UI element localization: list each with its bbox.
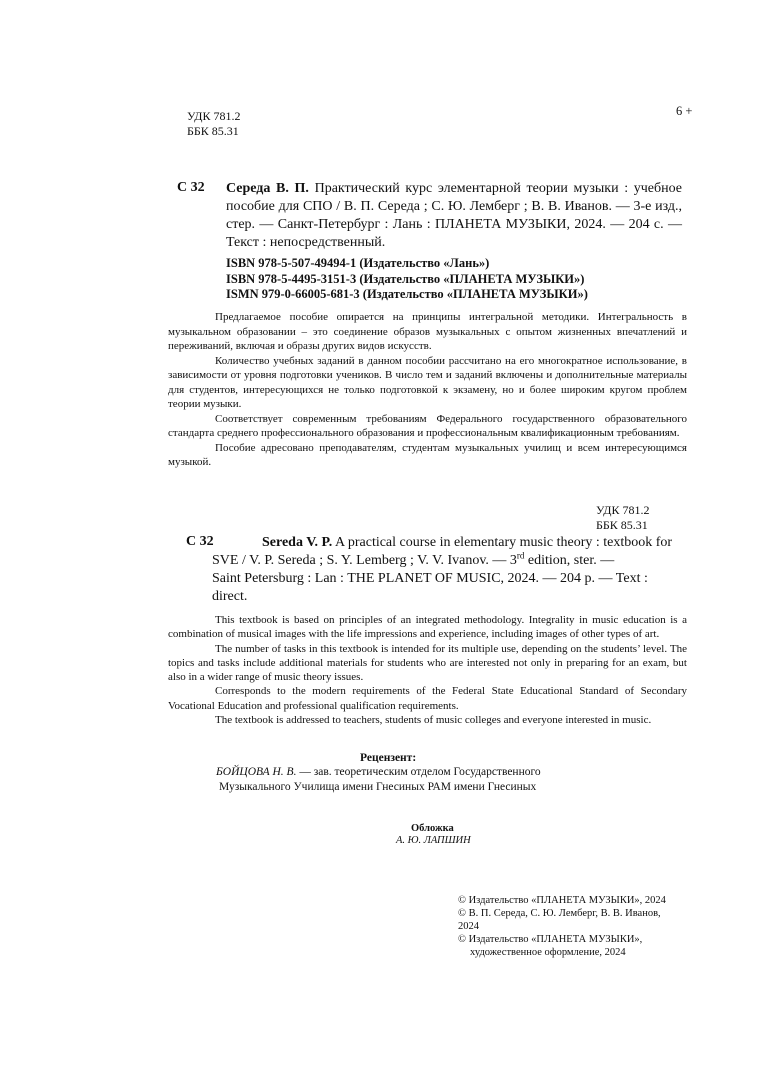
bbk-code: ББК 85.31 [187, 124, 239, 138]
ru-abstract-paragraph: Количество учебных заданий в данном пособии рассчитано на его многократное использование, в зависимости от уровня подготовки учеников. В число тем и заданий включены и дополнительные материалы для студентов, интересующихся не только подготовкой к экзамену, но и более широким кругом проблем теории музыки. [168, 354, 687, 410]
en-description-e: direct. [212, 589, 248, 604]
reviewer-name: БОЙЦОВА Н. В. [216, 766, 297, 778]
ru-author: Середа В. П. [226, 181, 309, 196]
en-description-continued [212, 552, 682, 606]
reviewer-block [216, 765, 576, 795]
ru-abstract-paragraph: Соответствует современным требованиям Федерального государственного образовательного стандарта среднего профессионального образования и профессиональным квалификационным требованиям. [168, 412, 687, 439]
en-abstract-paragraph: This textbook is based on principles of an integrated methodology. Integrality in music education is a combination of musical images with the life impressions and experience, including images of other types of art. [168, 614, 687, 641]
isbn-line: ISBN 978-5-4495-3151-3 (Издательство «ПЛАНЕТА МУЗЫКИ») [226, 271, 585, 286]
udk-block-top [187, 109, 240, 139]
en-abstract [168, 613, 687, 727]
copyright-line: © В. П. Середа, С. Ю. Лемберг, В. В. Иванов, [458, 908, 661, 919]
copyright-block [458, 894, 688, 959]
isbn-list [226, 256, 588, 303]
en-abstract-paragraph: Corresponds to the modern requirements of the Federal State Educational Standard of Secondary Vocational Education and professional qualification requirements. [168, 685, 687, 712]
cover-designer: А. Ю. ЛАПШИН [396, 835, 471, 846]
copyright-line: художественное оформление, 2024 [470, 947, 626, 958]
en-author-mark: С 32 [186, 534, 214, 549]
reviewer-position: — зав. теоретическим отделом Государственного [296, 766, 541, 778]
reviewer-heading: Рецензент: [360, 752, 417, 764]
en-bibliographic-record [212, 534, 682, 606]
udk-code-en: УДК 781.2 [596, 503, 650, 517]
isbn-line: ISBN 978-5-507-49494-1 (Издательство «Лань») [226, 256, 490, 270]
en-author: Sereda V. P. [262, 535, 333, 550]
en-abstract-paragraph: The textbook is addressed to teachers, students of music colleges and everyone interested in music. [215, 714, 652, 727]
copyright-line: © Издательство «ПЛАНЕТА МУЗЫКИ», [458, 934, 643, 945]
reviewer-institution: Музыкального Училища имени Гнесиных РАМ имени Гнесиных [219, 781, 537, 793]
udk-block-en [596, 503, 649, 532]
ru-abstract [168, 310, 687, 470]
copyright-line: © Издательство «ПЛАНЕТА МУЗЫКИ», 2024 [458, 895, 666, 906]
age-rating: 6 + [676, 104, 693, 118]
en-description-a: A practical course in elementary music theory : textbook for [335, 535, 673, 550]
ru-abstract-paragraph: Пособие адресовано преподавателям, студентам музыкальных училищ и всем интересующимся музыкой. [168, 441, 687, 468]
ismn-line: ISMN 979-0-66005-681-3 (Издательство «ПЛАНЕТА МУЗЫКИ») [226, 287, 588, 301]
reviewer-line-1 [216, 765, 576, 780]
ru-abstract-paragraph: Предлагаемое пособие опирается на принципы интегральной методики. Интегральность в музыкальном образовании – это соединение образов музыкальных с опытом жизненных впечатлений и переживаний, включая и образы других видов искусств. [168, 311, 687, 352]
udk-code: УДК 781.2 [187, 109, 241, 123]
ru-bibliographic-record [226, 180, 682, 252]
en-description-d: Saint Petersburg : Lan : THE PLANET OF MUSIC, 2024. — 204 p. — Text : [212, 571, 648, 586]
en-description-c: edition, ster. — [524, 553, 615, 568]
en-description-b: SVE / V. P. Sereda ; S. Y. Lemberg ; V. V. Ivanov. — 3 [212, 553, 517, 568]
en-abstract-paragraph: The number of tasks in this textbook is intended for its multiple use, depending on the students’ level. The topics and tasks include additional materials for students who are interested not only in preparing for an exam, but also in a wider range of music theory issues. [168, 642, 687, 684]
cover-heading: Обложка [411, 823, 454, 834]
edition-superscript: rd [516, 550, 525, 561]
bbk-code-en: ББК 85.31 [596, 517, 648, 532]
ru-description: Практический курс элементарной теории музыки : учебное пособие для СПО / В. П. Середа ; С. Ю. Лемберг ; В. В. Иванов. — 3-е изд., стер. — Санкт-Петербург : Лань : ПЛАНЕТА МУЗЫКИ, 2024. — 204 с. — Текст : непосредственный. [226, 181, 682, 250]
ru-author-mark: С 32 [177, 180, 205, 195]
copyright-line: 2024 [458, 921, 479, 932]
